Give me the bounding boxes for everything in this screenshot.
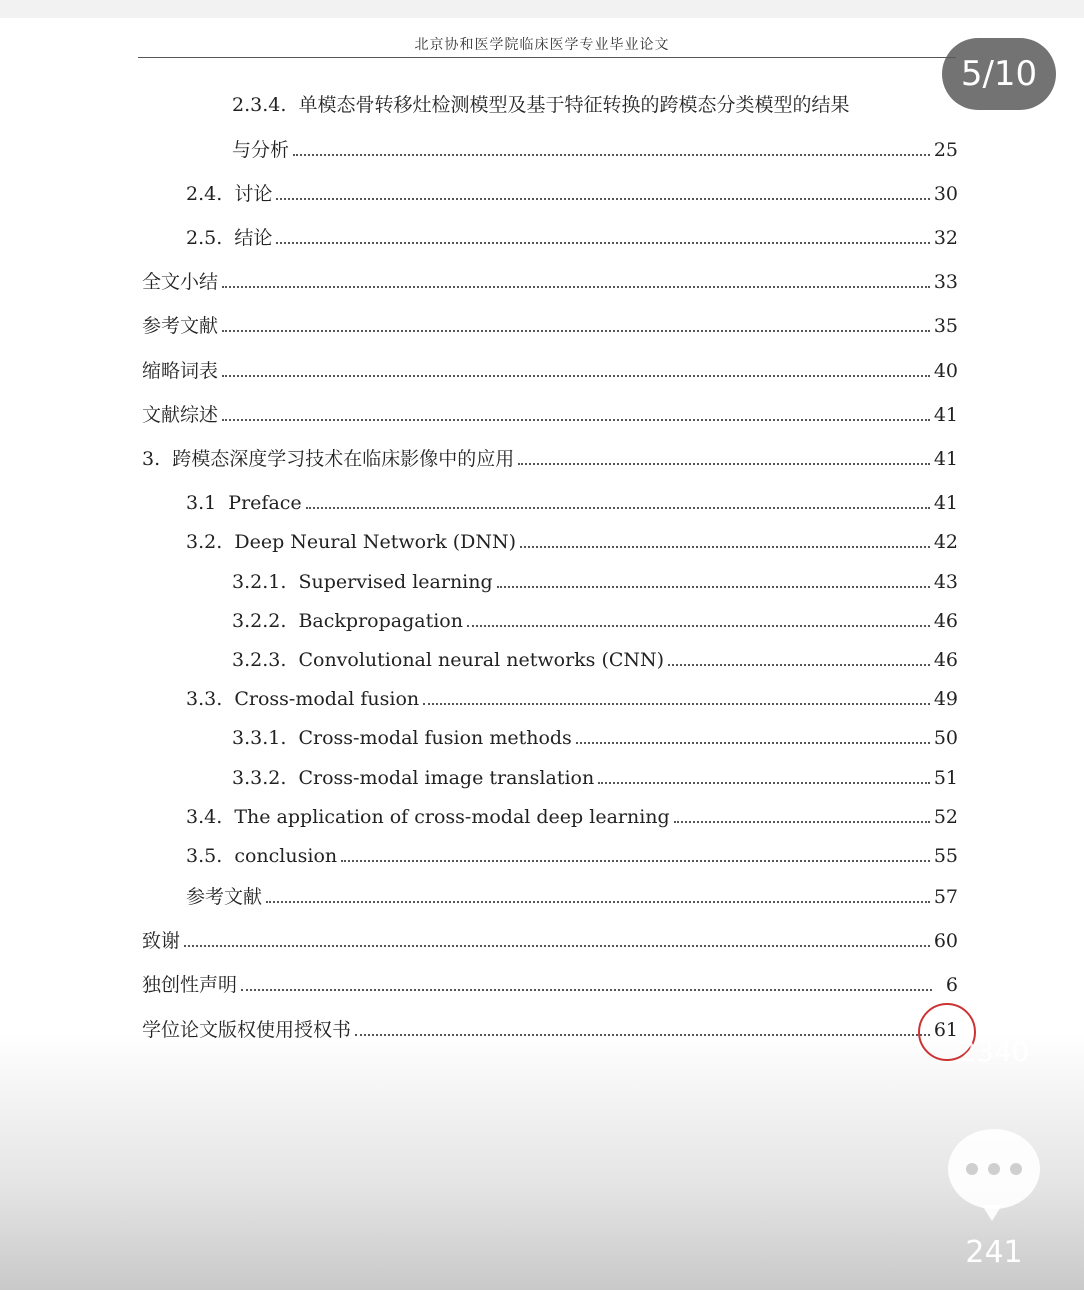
toc-entry: [232, 720, 958, 750]
dot-leader: [222, 419, 930, 421]
toc-number: 3.3.: [186, 688, 235, 710]
toc-entry: [186, 485, 958, 515]
toc-page-number: 40: [933, 360, 958, 382]
toc-title: The application of cross-modal deep learning: [234, 806, 670, 828]
toc-title: Cross-modal fusion methods: [298, 727, 572, 749]
toc-entry: [142, 923, 958, 953]
toc-title: conclusion: [234, 845, 338, 867]
page-counter-badge: 5/10: [942, 38, 1056, 110]
toc-page-number: 33: [933, 271, 958, 293]
toc-entry: [186, 176, 958, 206]
toc-number: 3.3.2.: [232, 767, 299, 789]
dot-leader: [598, 782, 930, 784]
toc-entry: [142, 967, 958, 997]
toc-entry: [186, 220, 958, 250]
dot-leader: [341, 860, 930, 862]
dot-leader: [276, 198, 929, 200]
toc-page-number: 52: [933, 806, 958, 828]
toc-title: Deep Neural Network (DNN): [234, 531, 517, 553]
toc-page-number: 6: [945, 974, 958, 996]
toc-entry: [232, 90, 849, 117]
toc-page-number: 49: [933, 688, 958, 710]
header-rule: [138, 57, 956, 58]
toc-title: Cross-modal fusion: [234, 688, 420, 710]
toc-entry: [142, 264, 958, 294]
toc-entry: [232, 132, 958, 162]
toc-title: Cross-modal image translation: [298, 767, 595, 789]
like-button[interactable]: [950, 925, 1046, 1015]
toc-page-number: 41: [933, 404, 958, 426]
toc-title: 单模态骨转移灶检测模型及基于特征转换的跨模态分类模型的结果: [298, 94, 850, 116]
toc-title: 结论: [234, 227, 273, 249]
toc-number: 2.5.: [186, 227, 235, 249]
dot-leader: [241, 989, 932, 991]
toc-entry: [186, 879, 958, 909]
toc-page-number: 35: [933, 315, 958, 337]
thumbs-up-icon: [950, 925, 1046, 1015]
toc-entry: [186, 681, 958, 711]
toc-page-number: 51: [933, 767, 958, 789]
dot-leader: [276, 242, 929, 244]
comment-button[interactable]: [946, 1125, 1042, 1221]
toc-entry: [142, 397, 958, 427]
toc-entry: [232, 564, 958, 594]
dot-leader: [222, 286, 930, 288]
toc-number: 3.1: [186, 492, 229, 514]
toc-title: Convolutional neural networks (CNN): [298, 649, 665, 671]
toc-number: 3.4.: [186, 806, 235, 828]
toc-page-number: 32: [933, 227, 958, 249]
toc-entry: [186, 838, 958, 868]
toc-entry: [232, 603, 958, 633]
running-header: 北京协和医学院临床医学专业毕业论文: [414, 37, 670, 53]
comment-bubble-icon: [946, 1125, 1042, 1221]
toc-page-number: 55: [933, 845, 958, 867]
toc-entry: [186, 524, 958, 554]
toc-page-number: 30: [933, 183, 958, 205]
comment-count: 241: [965, 1235, 1023, 1270]
toc-page-number: 61: [933, 1019, 958, 1041]
toc-page-number: 50: [933, 727, 958, 749]
toc-number: 2.3.4.: [232, 94, 299, 116]
toc-page-number: 42: [933, 531, 958, 553]
like-count: 2340: [958, 1035, 1030, 1068]
toc-page-number: 43: [933, 571, 958, 593]
top-strip: [0, 0, 1084, 18]
toc-title: 参考文献: [142, 315, 219, 337]
toc-title: Preface: [228, 492, 302, 514]
toc-number: 3.2.: [186, 531, 235, 553]
toc-number: 2.4.: [186, 183, 235, 205]
toc-entry: [142, 441, 958, 471]
toc-title: 文献综述: [142, 404, 219, 426]
toc-title: 学位论文版权使用授权书: [142, 1019, 352, 1041]
toc-number: 3.2.1.: [232, 571, 299, 593]
toc-title: Supervised learning: [298, 571, 493, 593]
toc-page-number: 46: [933, 610, 958, 632]
dot-leader: [423, 703, 930, 705]
toc-title: 讨论: [234, 183, 273, 205]
dot-leader: [518, 463, 930, 465]
dot-leader: [576, 742, 930, 744]
dot-leader: [293, 154, 930, 156]
toc-page-number: 25: [933, 139, 958, 161]
dot-leader: [306, 507, 930, 509]
dot-leader: [184, 945, 930, 947]
toc-entry: [142, 1012, 958, 1042]
toc-title: 与分析: [232, 139, 290, 161]
toc-title: 致谢: [142, 930, 181, 952]
toc-page-number: 60: [933, 930, 958, 952]
dot-leader: [266, 901, 930, 903]
toc-number: 3.: [142, 448, 173, 470]
toc-title: 全文小结: [142, 271, 219, 293]
toc-title: 独创性声明: [142, 974, 238, 996]
toc-number: 3.2.2.: [232, 610, 299, 632]
dot-leader: [520, 546, 930, 548]
toc-title: 缩略词表: [142, 360, 219, 382]
toc-entry: [232, 642, 958, 672]
toc-entry: [142, 353, 958, 383]
toc-number: 3.3.1.: [232, 727, 299, 749]
toc-page-number: 57: [933, 886, 958, 908]
dot-leader: [467, 625, 930, 627]
toc-entry: [142, 308, 958, 338]
dot-leader: [222, 375, 930, 377]
dot-leader: [674, 821, 930, 823]
toc-title: Backpropagation: [298, 610, 463, 632]
toc-entry: [232, 760, 958, 790]
toc-page-number: 41: [933, 492, 958, 514]
toc-title: 跨模态深度学习技术在临床影像中的应用: [172, 448, 515, 470]
toc-page-number: 46: [933, 649, 958, 671]
toc-title: 参考文献: [186, 886, 263, 908]
toc-entry: [186, 799, 958, 829]
toc-number: 3.5.: [186, 845, 235, 867]
dot-leader: [497, 586, 930, 588]
dot-leader: [668, 664, 930, 666]
dot-leader: [222, 330, 930, 332]
toc-number: 3.2.3.: [232, 649, 299, 671]
toc-page-number: 41: [933, 448, 958, 470]
dot-leader: [355, 1034, 930, 1036]
